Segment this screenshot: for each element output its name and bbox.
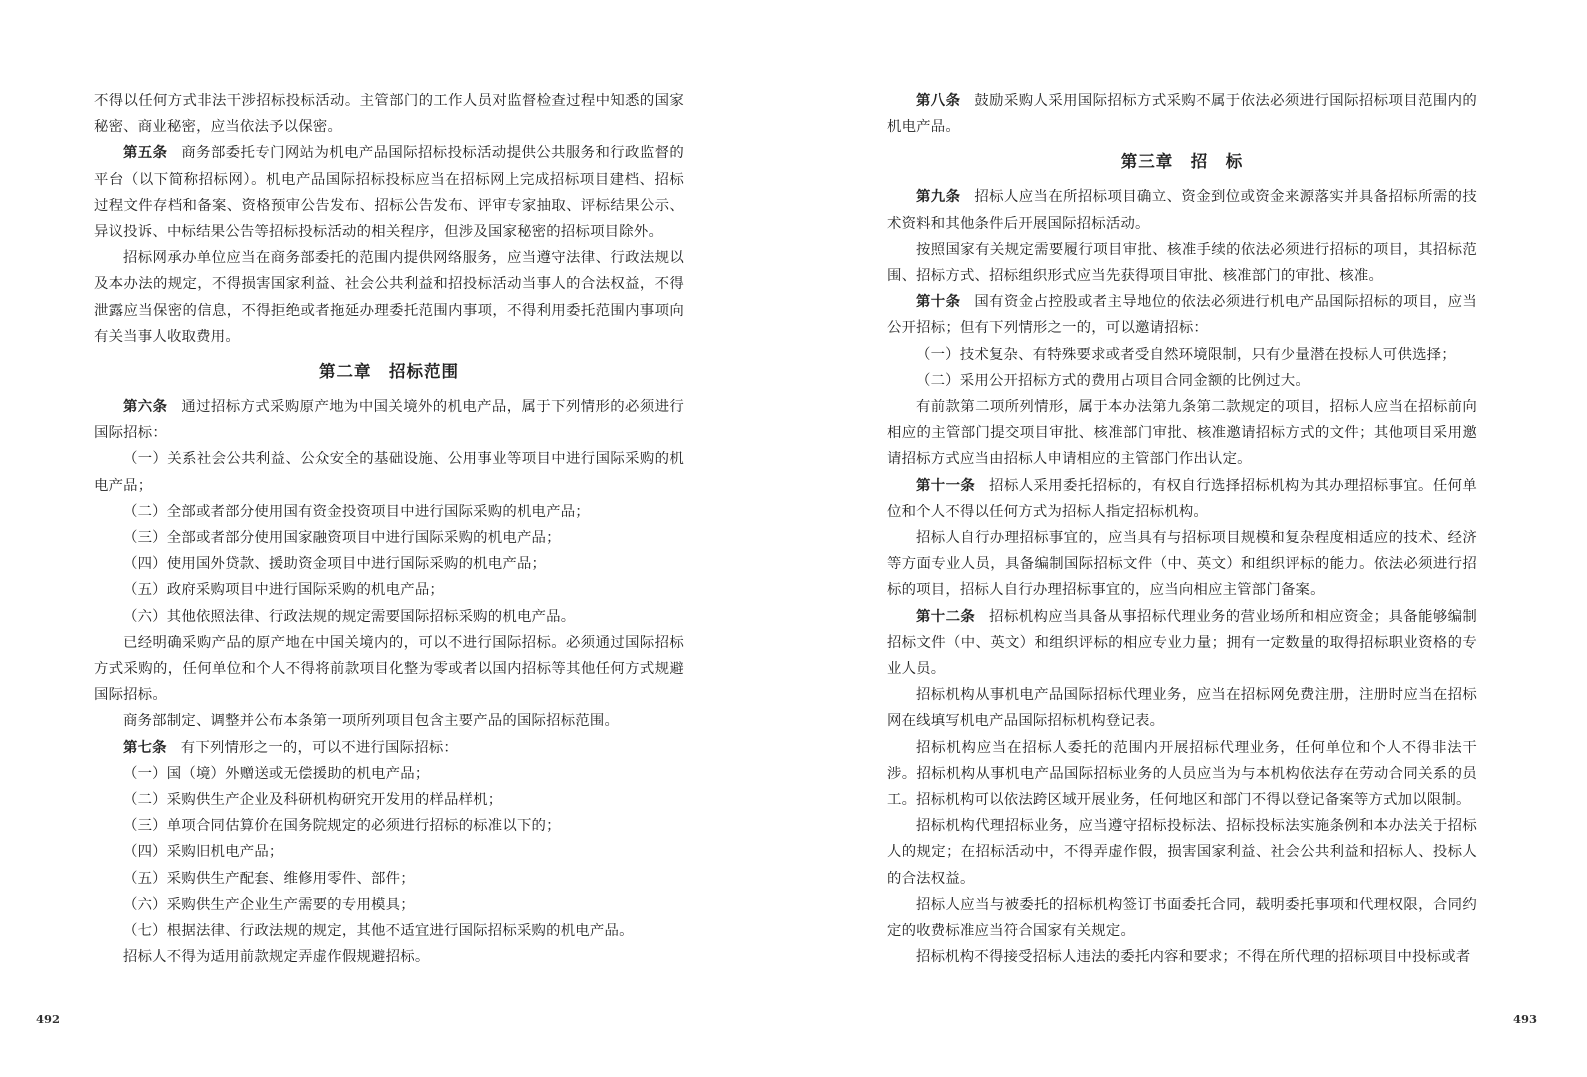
article-paragraph [94, 140, 684, 245]
right-page [794, 0, 1587, 1077]
article-label: 第十条 [916, 293, 961, 311]
chapter-heading: 第二章 招标范围 [319, 362, 459, 382]
article-paragraph [887, 184, 1477, 236]
list-item: （五）政府采购项目中进行国际采购的机电产品； [123, 582, 444, 599]
list-item: （五）采购供生产配套、维修用零件、部件； [123, 870, 415, 887]
article-paragraph [887, 88, 1477, 140]
paragraph: 招标机构不得接受招标人违法的委托内容和要求；不得在所代理的招标项目中投标或者 [916, 949, 1471, 966]
article-label: 第十一条 [916, 476, 976, 494]
paragraph: 招标机构从事机电产品国际招标代理业务，应当在招标网免费注册，注册时应当在招标网在线填写机电产品国际招标机构登记表。 [887, 687, 1477, 730]
article-text: 通过招标方式采购原产地为中国关境外的机电产品，属于下列情形的必须进行国际招标： [94, 399, 684, 442]
list-item: （一）国（境）外赠送或无偿援助的机电产品； [123, 765, 430, 782]
article-text: 商务部委托专门网站为机电产品国际招标投标活动提供公共服务和行政监督的平台（以下简称招标网）。机电产品国际招标投标应当在招标网上完成招标项目建档、招标过程文件存档和备案、资格预审公告发布、招标公告发布、评审专家抽取、评标结果公示、异议投诉、中标结果公告等招标投标活动的相关程序，但涉及国家秘密的招标项目除外。 [94, 145, 684, 241]
paragraph: 招标网承办单位应当在商务部委托的范围内提供网络服务，应当遵守法律、行政法规以及本办法的规定，不得损害国家利益、社会公共利益和招投标活动当事人的合法权益，不得泄露应当保密的信息，不得拒绝或者拖延办理委托范围内事项，不得利用委托范围内事项向有关当事人收取费用。 [94, 250, 684, 345]
article-paragraph [887, 604, 1477, 683]
paragraph: 招标人应当与被委托的招标机构签订书面委托合同，载明委托事项和代理权限，合同约定的收费标准应当符合国家有关规定。 [887, 896, 1477, 940]
paragraph: 按照国家有关规定需要履行项目审批、核准手续的依法必须进行招标的项目，其招标范围、招标方式、招标组织形式应当先获得项目审批、核准部门的审批、核准。 [887, 241, 1477, 285]
article-label: 第九条 [916, 188, 961, 206]
article-text: 招标人应当在所招标项目确立、资金到位或资金来源落实并具备招标所需的技术资料和其他条件后开展国际招标活动。 [887, 189, 1477, 232]
left-page [0, 0, 793, 1077]
list-item: （一）关系社会公共利益、公众安全的基础设施、公用事业等项目中进行国际采购的机电产品； [94, 451, 684, 494]
list-item: （六）采购供生产企业生产需要的专用模具； [123, 896, 415, 913]
article-label: 第五条 [123, 144, 168, 162]
list-item: （六）其他依照法律、行政法规的规定需要国际招标采购的机电产品。 [123, 608, 576, 625]
list-item: （三）全部或者部分使用国家融资项目中进行国际采购的机电产品； [123, 530, 561, 547]
list-item: （一）技术复杂、有特殊要求或者受自然环境限制，只有少量潜在投标人可供选择； [916, 346, 1456, 363]
list-item: （七）根据法律、行政法规的规定，其他不适宜进行国际招标采购的机电产品。 [123, 923, 634, 940]
article-label: 第六条 [123, 398, 168, 416]
list-item: （二）采购供生产企业及科研机构研究开发用的样品样机； [123, 792, 503, 809]
article-text: 招标机构应当具备从事招标代理业务的营业场所和相应资金；具备能够编制招标文件（中、英文）和组织评标的相应专业力量；拥有一定数量的取得招标职业资格的专业人员。 [887, 608, 1477, 678]
paragraph: 已经明确采购产品的原产地在中国关境内的，可以不进行国际招标。必须通过国际招标方式采购的，任何单位和个人不得将前款项目化整为零或者以国内招标等其他任何方式规避国际招标。 [94, 634, 684, 704]
article-paragraph [887, 473, 1477, 525]
paragraph: 招标人自行办理招标事宜的，应当具有与招标项目规模和复杂程度相适应的技术、经济等方面专业人员，具备编制国际招标文件（中、英文）和组织评标的能力。依法必须进行招标的项目，招标人自行办理招标事宜的，应当向相应主管部门备案。 [887, 530, 1477, 599]
list-item: （二）采用公开招标方式的费用占项目合同金额的比例过大。 [916, 372, 1310, 389]
paragraph: 招标机构应当在招标人委托的范围内开展招标代理业务，任何单位和个人不得非法干涉。招标机构从事机电产品国际招标业务的人员应当为与本机构依法存在劳动合同关系的员工。招标机构可以依法跨区域开展业务，任何地区和部门不得以登记备案等方式加以限制。 [887, 739, 1477, 809]
list-item: （二）全部或者部分使用国有资金投资项目中进行国际采购的机电产品； [123, 503, 590, 520]
page-number-right: 493 [1513, 1012, 1538, 1026]
left-text-column [94, 88, 684, 971]
article-label: 第七条 [123, 738, 167, 756]
article-label: 第十二条 [916, 607, 976, 625]
list-item: （四）使用国外贷款、援助资金项目中进行国际采购的机电产品； [123, 556, 547, 573]
article-text: 鼓励采购人采用国际招标方式采购不属于依法必须进行国际招标项目范围内的机电产品。 [887, 93, 1477, 136]
list-item: （三）单项合同估算价在国务院规定的必须进行招标的标准以下的； [123, 818, 561, 835]
article-text: 国有资金占控股或者主导地位的依法必须进行机电产品国际招标的项目，应当公开招标；但有下列情形之一的，可以邀请招标： [887, 294, 1477, 337]
paragraph: 招标人不得为适用前款规定弄虚作假规避招标。 [123, 949, 430, 966]
page-number-left: 492 [36, 1012, 61, 1026]
article-label: 第八条 [916, 92, 961, 109]
paragraph: 不得以任何方式非法干涉招标投标活动。主管部门的工作人员对监督检查过程中知悉的国家秘密、商业秘密，应当依法予以保密。 [94, 93, 684, 136]
right-text-column [887, 88, 1477, 971]
list-item: （四）采购旧机电产品； [123, 844, 284, 861]
article-paragraph [94, 735, 684, 761]
paragraph: 有前款第二项所列情形，属于本办法第九条第二款规定的项目，招标人应当在招标前向相应的主管部门提交项目审批、核准部门审批、核准邀请招标方式的文件；其他项目采用邀请招标方式应当由招标人申请相应的主管部门作出认定。 [887, 399, 1477, 468]
article-paragraph [94, 394, 684, 446]
paragraph: 招标机构代理招标业务，应当遵守招标投标法、招标投标法实施条例和本办法关于招标人的规定；在招标活动中，不得弄虚作假，损害国家利益、社会公共利益和招标人、投标人的合法权益。 [887, 818, 1477, 887]
article-paragraph [887, 289, 1477, 341]
paragraph: 商务部制定、调整并公布本条第一项所列项目包含主要产品的国际招标范围。 [123, 713, 620, 730]
chapter-heading: 第三章 招 标 [1120, 152, 1244, 172]
article-text: 有下列情形之一的，可以不进行国际招标： [180, 739, 459, 756]
article-text: 招标人采用委托招标的，有权自行选择招标机构为其办理招标事宜。任何单位和个人不得以任何方式为招标人指定招标机构。 [887, 477, 1477, 520]
